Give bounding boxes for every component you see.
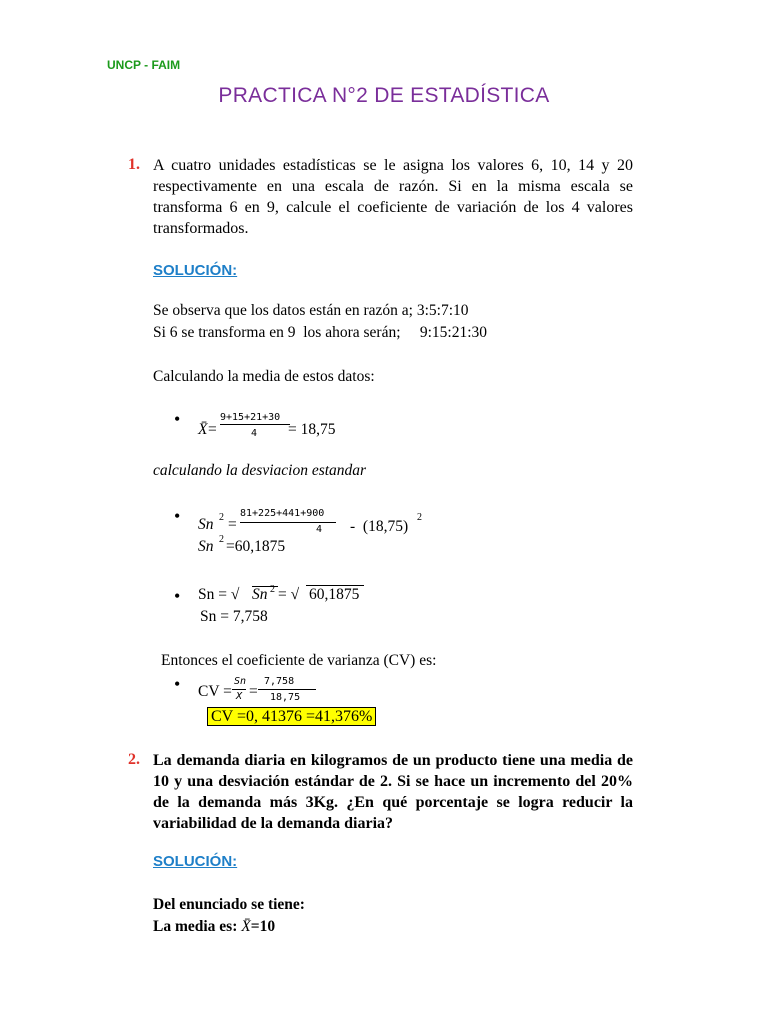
question-2-number: 2. — [128, 751, 140, 768]
sn2-eq: = — [228, 516, 237, 533]
bullet-icon: • — [174, 674, 181, 694]
bullet-icon: • — [174, 586, 181, 606]
q2-mean-line — [153, 918, 275, 936]
bullet-icon: • — [174, 506, 181, 526]
sn-result: Sn = 7,758 — [200, 608, 268, 625]
q2-given-line: Del enunciado se tiene: — [153, 896, 305, 913]
q1-transform-line: Si 6 se transforma en 9 los ahora serán; 9:15:21:30 — [153, 324, 488, 341]
mean-symbol: X̄ — [198, 421, 208, 438]
sn2-result: =60,1875 — [226, 538, 286, 555]
std-heading: calculando la desviacion estandar — [153, 462, 367, 479]
question-1-solution-label: SOLUCIÓN: — [153, 262, 238, 279]
mean-fraction-bar — [220, 424, 290, 425]
question-1-statement: A cuatro unidades estadísticas se le asigna los valores 6, 10, 14 y 20 respectivamente en una escala de razón. Si en la misma escala se transforma 6 en 9, calcule el coeficiente de variación de los 4 valores transformados. — [153, 157, 633, 237]
cv-den1: X — [236, 691, 243, 702]
bullet-icon: • — [174, 409, 181, 429]
sn-eq: = √ — [278, 586, 300, 603]
sn2-minus-exp: 2 — [417, 512, 422, 523]
cv-result-highlight — [207, 708, 376, 726]
cv-fraction-bar-2 — [258, 689, 316, 690]
q1-mean-intro: Calculando la media de estos datos: — [153, 368, 375, 385]
sn-rad1: Sn — [252, 586, 268, 603]
mean-denominator: 4 — [251, 428, 258, 439]
cv-num1: Sn — [234, 676, 247, 687]
document-title: PRACTICA N°2 DE ESTADÍSTICA — [218, 84, 550, 107]
sn-lhs: Sn = √ — [198, 586, 240, 603]
cv-fraction-bar-1 — [232, 689, 246, 690]
cv-intro: Entonces el coeficiente de varianza (CV) es: — [161, 652, 437, 669]
sn2-lhs: Sn — [198, 516, 214, 533]
sn2-exp: 2 — [219, 512, 224, 523]
cv-num2: 7,758 — [264, 676, 295, 687]
question-1-number: 1. — [128, 156, 140, 173]
cv-den2: 18,75 — [270, 692, 301, 703]
question-2-solution-label: SOLUCIÓN: — [153, 853, 238, 870]
sn2-minus-term: - (18,75) — [350, 518, 409, 535]
sn2-fraction-bar — [240, 522, 336, 523]
mean-result: = 18,75 — [288, 421, 336, 438]
q2-mean-value: =10 — [250, 918, 276, 935]
mean-numerator: 9+15+21+30 — [220, 412, 281, 423]
cv-result: CV =0, 41376 =41,376% — [207, 707, 376, 726]
cv-eq: = — [249, 683, 258, 700]
cv-lhs: CV = — [198, 683, 232, 700]
q2-mean-symbol: X̄ — [241, 918, 251, 935]
sn-rad1-exp: 2 — [270, 584, 275, 595]
q2-mean-label: La media es: — [153, 918, 242, 935]
sn2-result-lhs: Sn — [198, 538, 214, 555]
sn2-denominator: 4 — [316, 524, 323, 535]
question-2-statement: La demanda diaria en kilogramos de un producto tiene una media de 10 y una desviación estándar de 2. Si se hace un incremento del 20% de la demanda más 3Kg. ¿En qué porcentaje se logra reducir la variabilidad de la demanda diaria? — [153, 752, 633, 832]
sn2-numerator: 81+225+441+900 — [240, 508, 325, 519]
sn-rad2: 60,1875 — [309, 586, 360, 603]
header-tag: UNCP - FAIM — [107, 58, 181, 72]
mean-eq: = — [208, 421, 217, 438]
sn2-result-exp: 2 — [219, 534, 224, 545]
q1-ratio-line: Se observa que los datos están en razón a; 3:5:7:10 — [153, 302, 469, 319]
